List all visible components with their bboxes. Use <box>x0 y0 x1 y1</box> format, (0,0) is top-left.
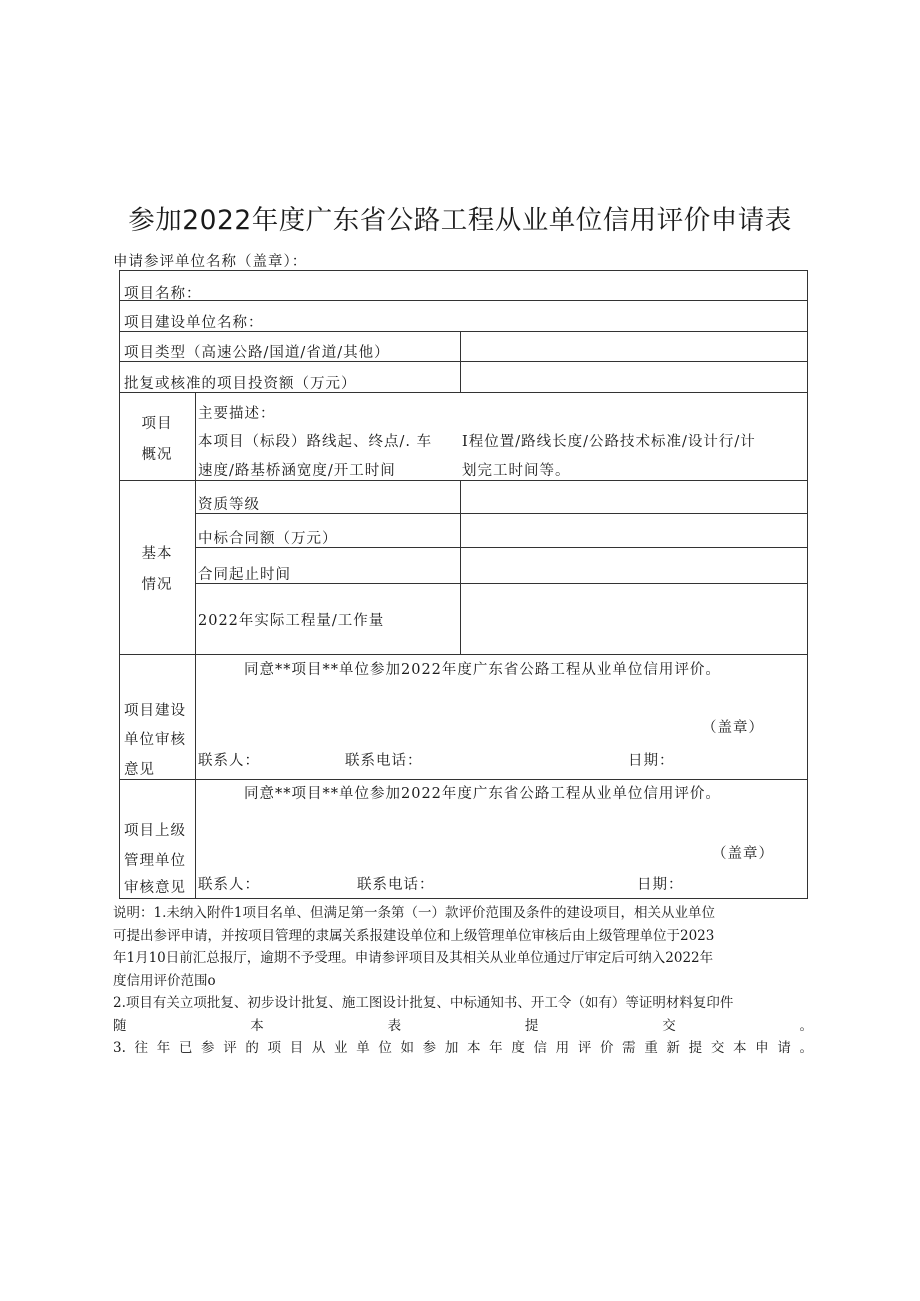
contract-amount-label: 中标合同额（万元） <box>198 531 338 547</box>
investment-label: 批复或核准的项目投资额（万元） <box>124 376 357 392</box>
overview-description-line2-right: 划完工时间等。 <box>462 463 571 479</box>
construction-review-phone-label: 联系电话： <box>345 753 423 769</box>
construction-review-seal: （盖章） <box>702 720 764 736</box>
column-divider <box>460 480 461 654</box>
column-divider <box>460 331 461 392</box>
overview-label-line1: 项目 <box>141 416 173 432</box>
notes-section <box>113 902 813 1060</box>
basic-label-line1: 基本 <box>141 546 173 562</box>
overview-description-line1-left: 本项目（标段）路线起、终点/. 车 <box>198 434 433 450</box>
qualification-label: 资质等级 <box>198 497 260 513</box>
application-form-table <box>119 270 808 899</box>
project-type-label: 项目类型（高速公路/国道/省道/其他） <box>124 345 390 361</box>
overview-description-line2-left: 速度/路基桥涵宽度/开工时间 <box>198 463 396 479</box>
note-1-line3: 年1月10日前汇总报厅，逾期不予受理。申请参评项目及其相关从业单位通过厅审定后可纳入2022年 <box>113 950 714 966</box>
note-2-line1: 2.项目有关立项批复、初步设计批复、施工图设计批复、中标通知书、开工令（如有）等证明材料复印件 <box>113 995 734 1011</box>
row-divider <box>195 513 808 514</box>
superior-review-label-line2: 管理单位 <box>124 853 186 869</box>
overview-description-title: 主要描述： <box>198 406 276 422</box>
form-title: 参加2022年度广东省公路工程从业单位信用评价申请表 <box>128 205 792 236</box>
superior-review-phone-label: 联系电话： <box>357 877 435 893</box>
overview-label-line2: 概况 <box>141 447 173 463</box>
note-1-line4: 度信用评价范围o <box>113 972 216 989</box>
basic-label-line2: 情况 <box>141 577 173 593</box>
row-divider <box>119 480 808 481</box>
applicant-unit-label: 申请参评单位名称（盖章）： <box>113 254 308 270</box>
construction-review-contact-label: 联系人： <box>198 753 260 769</box>
superior-review-agree-text: 同意**项目**单位参加2022年度广东省公路工程从业单位信用评价。 <box>244 786 721 802</box>
note-1-line1: 说明：1.未纳入附件1项目名单、但满足第一条第（一）款评价范围及条件的建设项目，相关从业单位 <box>113 905 715 921</box>
superior-review-contact-label: 联系人： <box>198 877 260 893</box>
workload-2022-label: 2022年实际工程量/工作量 <box>198 613 385 629</box>
construction-review-agree-text: 同意**项目**单位参加2022年度广东省公路工程从业单位信用评价。 <box>244 662 721 678</box>
project-name-label: 项目名称： <box>124 286 202 302</box>
construction-review-date-label: 日期： <box>628 753 675 769</box>
superior-review-seal: （盖章） <box>712 846 774 862</box>
note-3: 3.往年已参评的项目从业单位如参加本年度信用评价需重新提交本申请。 <box>113 1040 813 1056</box>
overview-description-line1-right: I程位置/路线长度/公路技术标准/设计行/计 <box>462 434 756 450</box>
superior-review-date-label: 日期： <box>637 877 684 893</box>
column-divider <box>195 392 196 899</box>
row-divider <box>119 654 808 655</box>
row-divider <box>119 300 808 301</box>
construction-review-label-line2: 单位审核 <box>124 732 186 748</box>
superior-review-label-line1: 项目上级 <box>124 823 186 839</box>
note-1-line2: 可提出参评申请，并按项目管理的隶属关系报建设单位和上级管理单位审核后由上级管理单位于2023 <box>113 927 715 944</box>
construction-review-label-line3: 意见 <box>124 762 155 778</box>
row-divider <box>119 779 808 780</box>
construction-unit-label: 项目建设单位名称： <box>124 315 264 331</box>
note-2-line2: 随本表提交。 <box>113 1017 813 1034</box>
superior-review-label-line3: 审核意见 <box>124 880 186 896</box>
construction-review-label-line1: 项目建设 <box>124 703 186 719</box>
contract-period-label: 合同起止时间 <box>198 567 291 583</box>
